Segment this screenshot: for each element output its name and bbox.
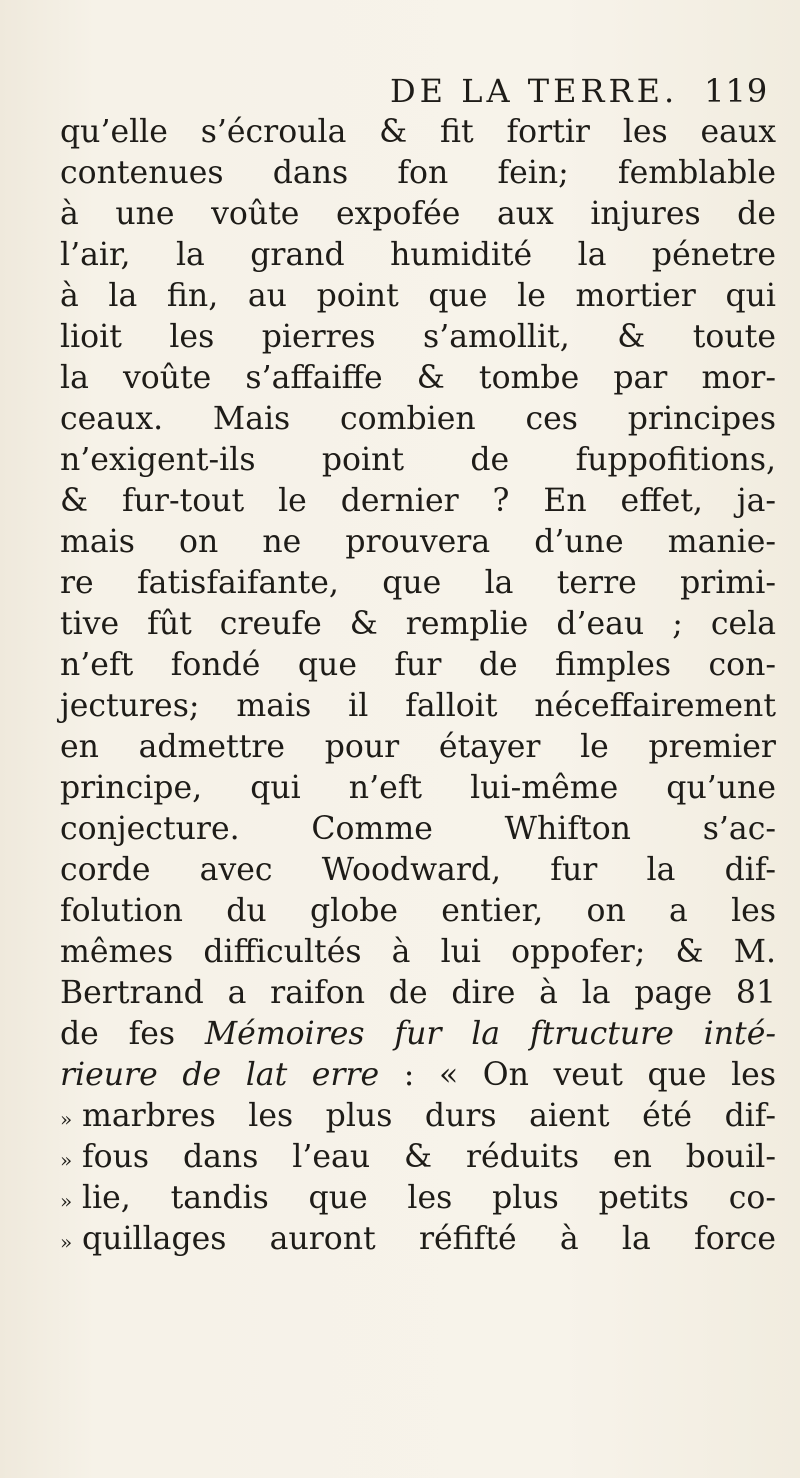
quote-mark: » <box>60 1189 73 1213</box>
text-line: à la fin, au point que le mortier qui <box>60 278 776 314</box>
text-line: re fatisfaifante, que la terre primi- <box>60 565 776 601</box>
text-line: n’exigent-ils point de fuppofitions, <box>60 442 776 478</box>
text-line: folution du globe entier, on a les <box>60 893 776 929</box>
text-line: & fur-tout le dernier ? En effet, ja- <box>60 483 776 519</box>
text-line: principe, qui n’eft lui-même qu’une <box>60 770 776 806</box>
text-line: rieure de lat erre : « On veut que les <box>60 1057 776 1093</box>
text-line: corde avec Woodward, fur la dif- <box>60 852 776 888</box>
text-line: ceaux. Mais combien ces principes <box>60 401 776 437</box>
book-title-italic: rieure de lat erre <box>60 1057 380 1093</box>
quoted-line: » marbres les plus durs aient été dif- <box>60 1096 776 1139</box>
text-line: conjecture. Comme Whifton s’ac- <box>60 811 776 847</box>
text-line: mais on ne prouvera d’une manie- <box>60 524 776 560</box>
text-line: contenues dans fon fein; femblable <box>60 155 776 191</box>
quote-mark: » <box>60 1148 73 1172</box>
running-title: DE LA TERRE. <box>390 72 679 110</box>
running-header <box>390 72 768 110</box>
text-line: l’air, la grand humidité la pénetre <box>60 237 776 273</box>
quote-mark: » <box>60 1230 73 1254</box>
text-line: de fes Mémoires fur la ftructure inté- <box>60 1016 776 1052</box>
quoted-line: » fous dans l’eau & réduits en bouil- <box>60 1137 776 1180</box>
text-line: mêmes difficultés à lui oppofer; & M. <box>60 934 776 970</box>
text-line: Bertrand a raifon de dire à la page 81 <box>60 975 776 1011</box>
text-line: la voûte s’affaiffe & tombe par mor- <box>60 360 776 396</box>
quote-mark: » <box>60 1107 73 1131</box>
text-line: jectures; mais il falloit néceffairement <box>60 688 776 724</box>
text-line: à une voûte expofée aux injures de <box>60 196 776 232</box>
quoted-line: » lie, tandis que les plus petits co- <box>60 1178 776 1221</box>
text-line: lioit les pierres s’amollit, & toute <box>60 319 776 355</box>
text-line: tive fût creufe & remplie d’eau ; cela <box>60 606 776 642</box>
text-line: n’eft fondé que fur de fimples con- <box>60 647 776 683</box>
book-title-italic: Mémoires fur la ftructure inté- <box>204 1016 776 1052</box>
text-line: en admettre pour étayer le premier <box>60 729 776 765</box>
quoted-line: » quillages auront réfifté à la force <box>60 1219 776 1262</box>
page-number: 119 <box>704 72 769 110</box>
text-line: qu’elle s’écroula & fit fortir les eaux <box>60 114 776 150</box>
